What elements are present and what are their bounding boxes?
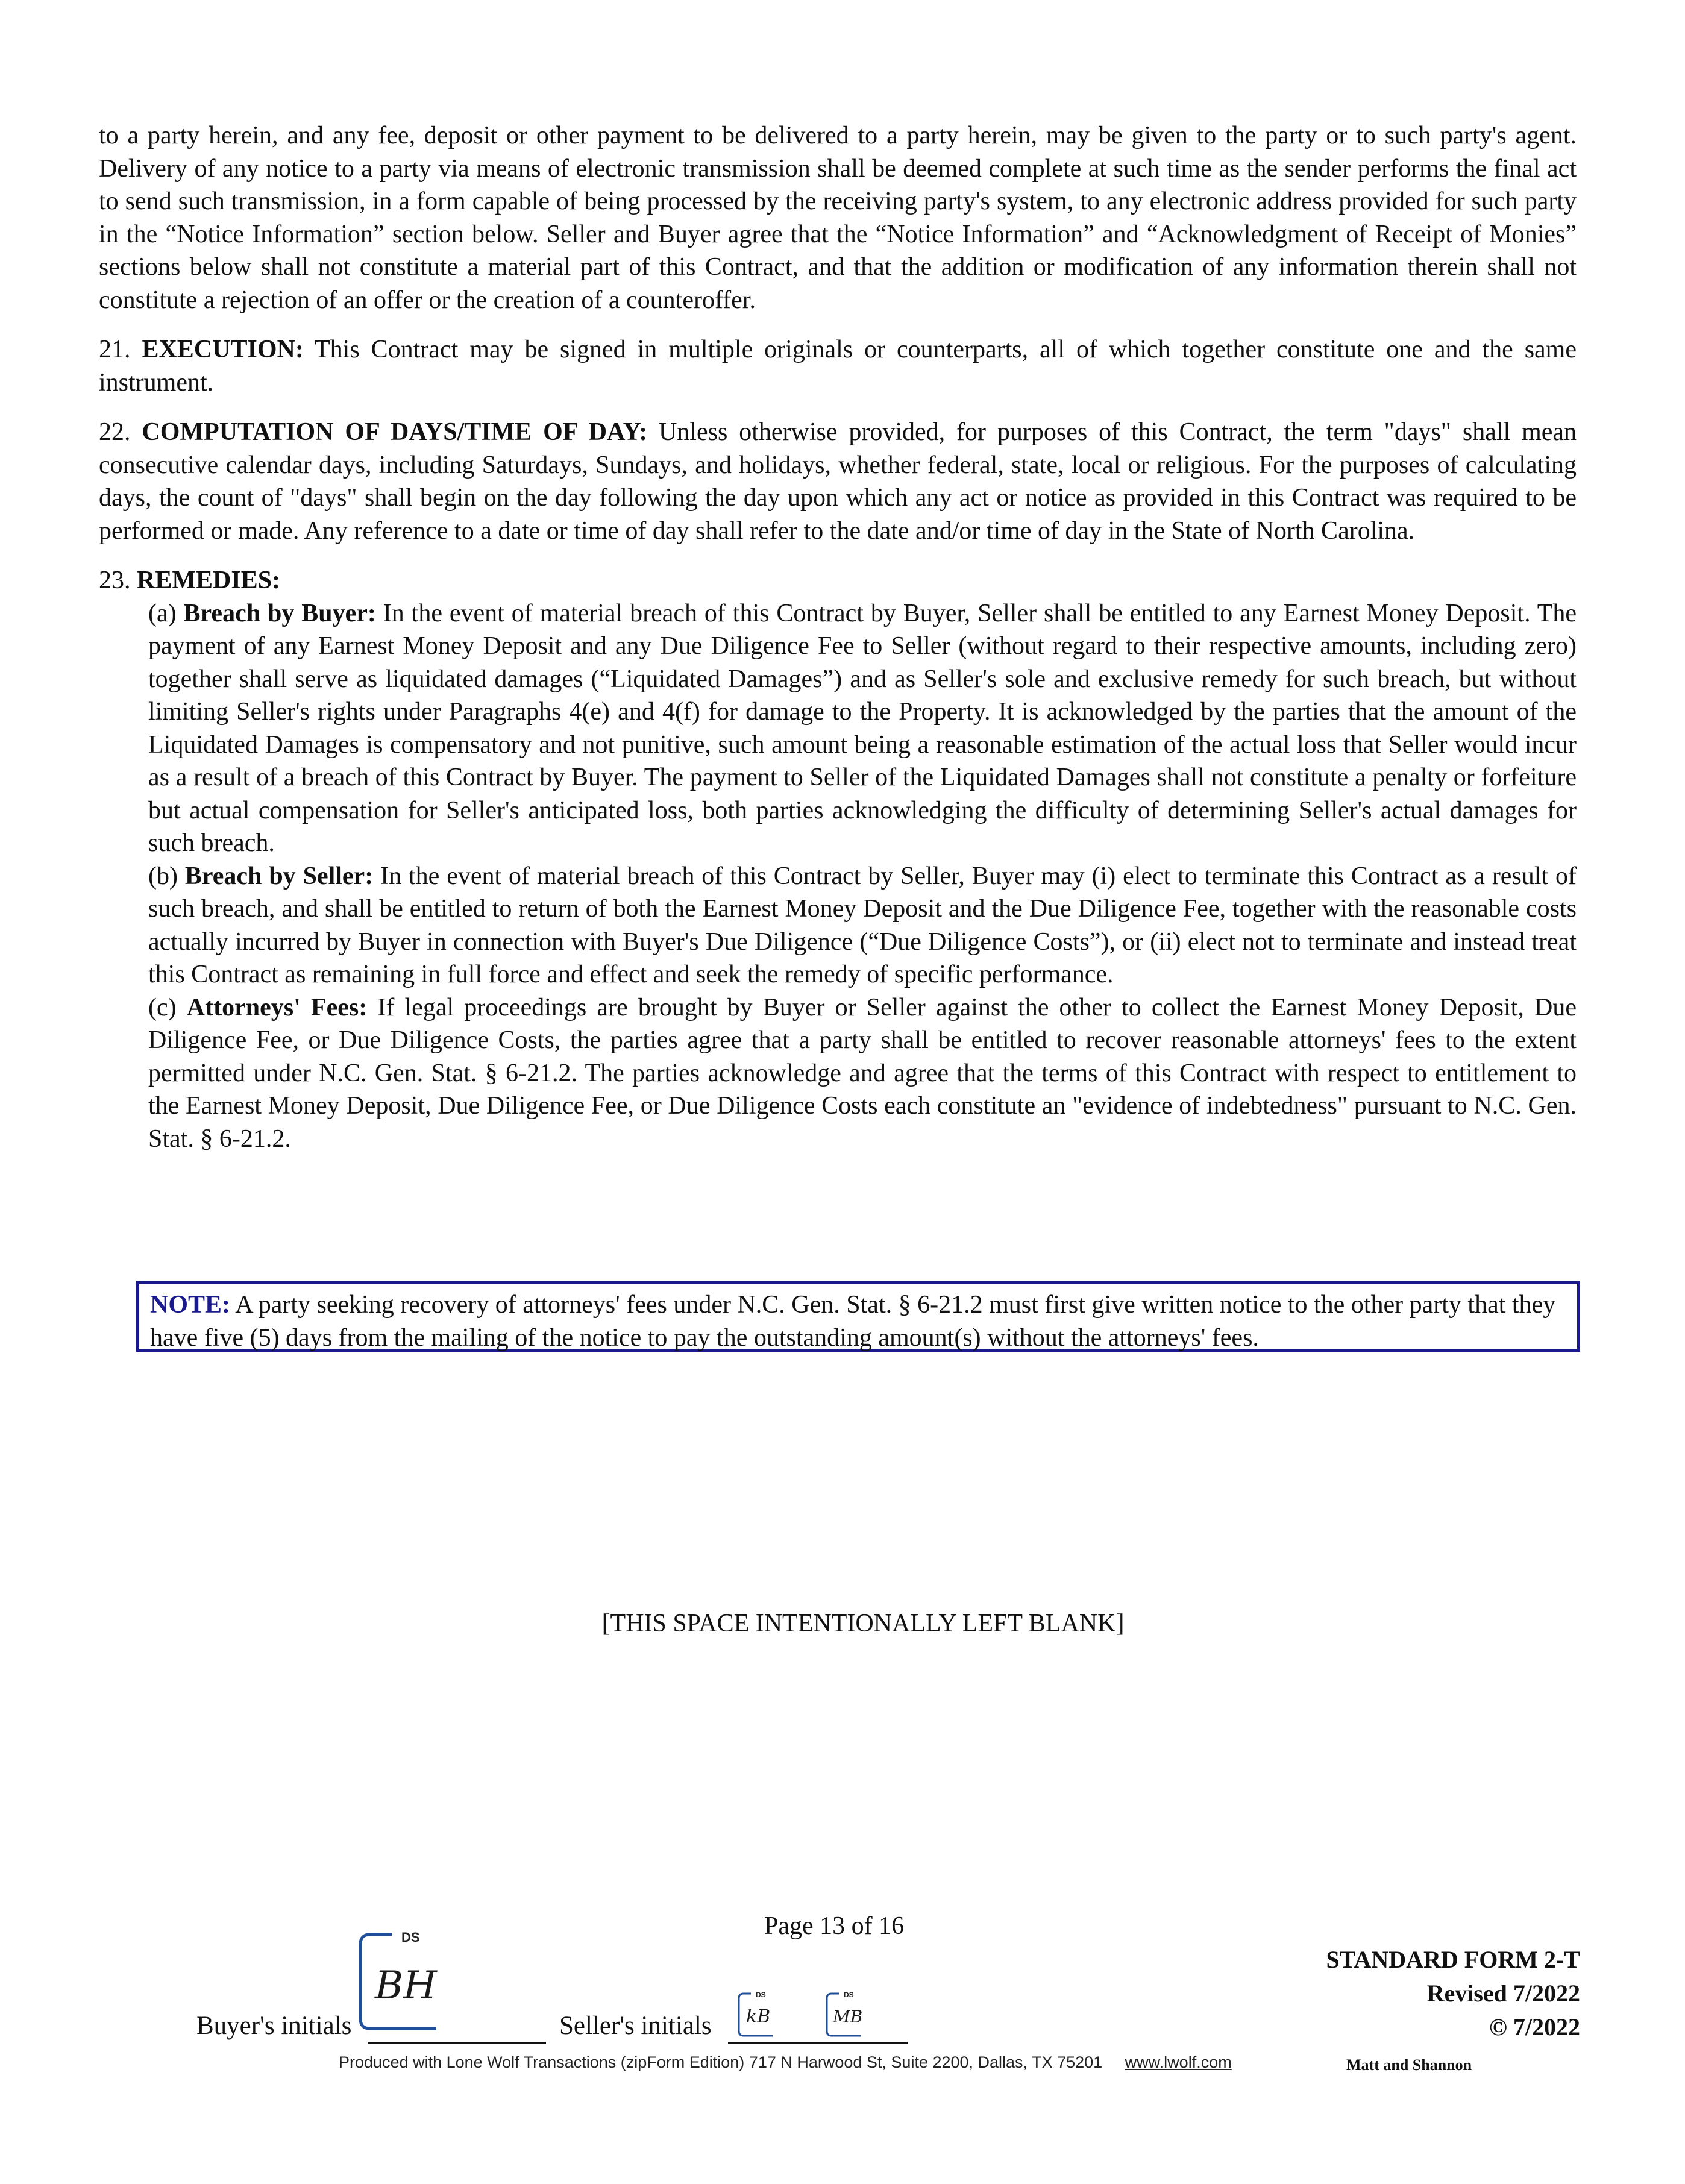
- blank-space-notice: [THIS SPACE INTENTIONALLY LEFT BLANK]: [601, 1610, 1125, 1637]
- buyer-initials-line[interactable]: [368, 2042, 546, 2044]
- docusign-bracket-icon: [357, 1928, 441, 2037]
- section-21-number: 21.: [99, 336, 131, 363]
- section-23a-label: (a): [148, 599, 177, 627]
- note-text: A party seeking recovery of attorneys' fees under N.C. Gen. Stat. § 6-21.2 must first give written notice to the other party that they have five (5) days from the mailing of the notice to pay the outstanding amount(s) without the attorneys' fees.: [150, 1291, 1556, 1352]
- seller-stamp-2-initials: MB: [833, 2007, 863, 2027]
- seller-stamp-1-tag: DS: [756, 1991, 766, 1999]
- section-23b-text: In the event of material breach of this Contract by Seller, Buyer may (i) elect to terminate this Contract as a result of such breach, and shall be entitled to return of both the Earnest Money Deposit and the Due Diligence Fee, together with the reasonable costs actually incurred by Buyer in connection with Buyer's Due Diligence (“Due Diligence Costs”), or (ii) elect not to terminate and instead treat this Contract as remaining in full force and effect and seek the remedy of specific performance.: [148, 862, 1577, 988]
- note-label: NOTE:: [150, 1291, 231, 1319]
- form-identifier: [1326, 1943, 1580, 2044]
- contract-body: [99, 119, 1577, 1155]
- section-23-heading: REMEDIES:: [137, 566, 281, 594]
- seller-stamp-1-initials: kB: [746, 2006, 771, 2027]
- intro-paragraph: to a party herein, and any fee, deposit or other payment to be delivered to a party herein, may be given to the party or to such party's agent. Delivery of any notice to a party via means of electronic transmission shall be deemed complete at such time as the sender performs the final act to send such transmission, in a form capable of being processed by the receiving party's system, to any electronic address provided for such party in the “Notice Information” section below. Seller and Buyer agree that the “Notice Information” and “Acknowledgment of Receipt of Monies” sections below shall not constitute a material part of this Contract, and that the addition or modification of any information therein shall not constitute a rejection of an offer or the creation of a counteroffer.: [99, 122, 1577, 314]
- section-23a: [99, 597, 1577, 860]
- seller-docusign-stamp-2: [824, 1989, 879, 2043]
- form-revised: Revised 7/2022: [1426, 1980, 1580, 2007]
- section-23a-text: In the event of material breach of this Contract by Buyer, Seller shall be entitled to any Earnest Money Deposit. The payment of any Earnest Money Deposit and any Due Diligence Fee to Seller (without regard to their respective amounts, including zero) together shall serve as liquidated damages (“Liquidated Damages”) and as Seller's sole and exclusive remedy for such breach, but without limiting Seller's rights under Paragraphs 4(e) and 4(f) for damage to the Property. It is acknowledged by the parties that the amount of the Liquidated Damages is compensatory and not punitive, such amount being a reasonable estimation of the actual loss that Seller would incur as a result of a breach of this Contract by Buyer. The payment to Seller of the Liquidated Damages shall not constitute a penalty or forfeiture but actual compensation for Seller's anticipated loss, both parties acknowledging the difficulty of determining Seller's actual damages for such breach.: [148, 599, 1577, 857]
- form-name: STANDARD FORM 2-T: [1326, 1946, 1580, 1973]
- section-23: [99, 564, 1577, 597]
- form-copyright: © 7/2022: [1489, 2013, 1580, 2041]
- seller-initials-line[interactable]: [728, 2042, 908, 2044]
- docusign-bracket-icon: [736, 1989, 791, 2043]
- produced-with-footer: [339, 2053, 1232, 2072]
- section-21-text: This Contract may be signed in multiple originals or counterparts, all of which together constitute one and the same instrument.: [99, 336, 1577, 397]
- section-23a-heading: Breach by Buyer:: [183, 599, 376, 627]
- section-22: [99, 416, 1577, 547]
- buyer-initials-label: Buyer's initials: [196, 2012, 352, 2040]
- section-23-number: 23.: [99, 566, 131, 594]
- buyer-docusign-stamp: [357, 1928, 441, 2037]
- note-box: [136, 1281, 1580, 1352]
- section-23c: [99, 991, 1577, 1156]
- lwolf-website-link[interactable]: www.lwolf.com: [1125, 2053, 1232, 2071]
- section-23b-label: (b): [148, 862, 178, 890]
- seller-initials-label: Seller's initials: [559, 2012, 712, 2040]
- section-23c-label: (c): [148, 993, 177, 1021]
- section-23c-text: If legal proceedings are brought by Buyer or Seller against the other to collect the Earnest Money Deposit, Due Diligence Fee, or Due Diligence Costs, the parties agree that a party shall be entitled to recover reasonable attorneys' fees to the extent permitted under N.C. Gen. Stat. § 6-21.2. The parties acknowledge and agree that the terms of this Contract with respect to entitlement to the Earnest Money Deposit, Due Diligence Fee, or Due Diligence Costs each constitute an "evidence of indebtedness" pursuant to N.C. Gen. Stat. § 6-21.2.: [148, 993, 1577, 1153]
- buyer-stamp-tag: DS: [401, 1930, 420, 1945]
- section-21: [99, 333, 1577, 399]
- section-22-heading: COMPUTATION OF DAYS/TIME OF DAY:: [142, 418, 648, 446]
- section-23b: [99, 860, 1577, 991]
- docusign-bracket-icon: [824, 1989, 879, 2043]
- section-22-number: 22.: [99, 418, 131, 446]
- section-22-text: Unless otherwise provided, for purposes of this Contract, the term "days" shall mean consecutive calendar days, including Saturdays, Sundays, and holidays, whether federal, state, local or religious. For the purposes of calculating days, the count of "days" shall begin on the day following the day upon which any act or notice as provided in this Contract was required to be performed or made. Any reference to a date or time of day shall refer to the date and/or time of day in the State of North Carolina.: [99, 418, 1577, 545]
- produced-with-text: Produced with Lone Wolf Transactions (zipForm Edition) 717 N Harwood St, Suite 2200, Dallas, TX 75201: [339, 2053, 1103, 2071]
- section-23c-heading: Attorneys' Fees:: [186, 993, 368, 1021]
- buyer-stamp-initials: BH: [375, 1963, 437, 2008]
- seller-docusign-stamp-1: [736, 1989, 791, 2043]
- section-21-heading: EXECUTION:: [142, 336, 304, 363]
- agent-names: Matt and Shannon: [1346, 2056, 1472, 2074]
- page-number: Page 13 of 16: [764, 1912, 905, 1940]
- seller-stamp-2-tag: DS: [844, 1991, 854, 1999]
- section-23b-heading: Breach by Seller:: [184, 862, 374, 890]
